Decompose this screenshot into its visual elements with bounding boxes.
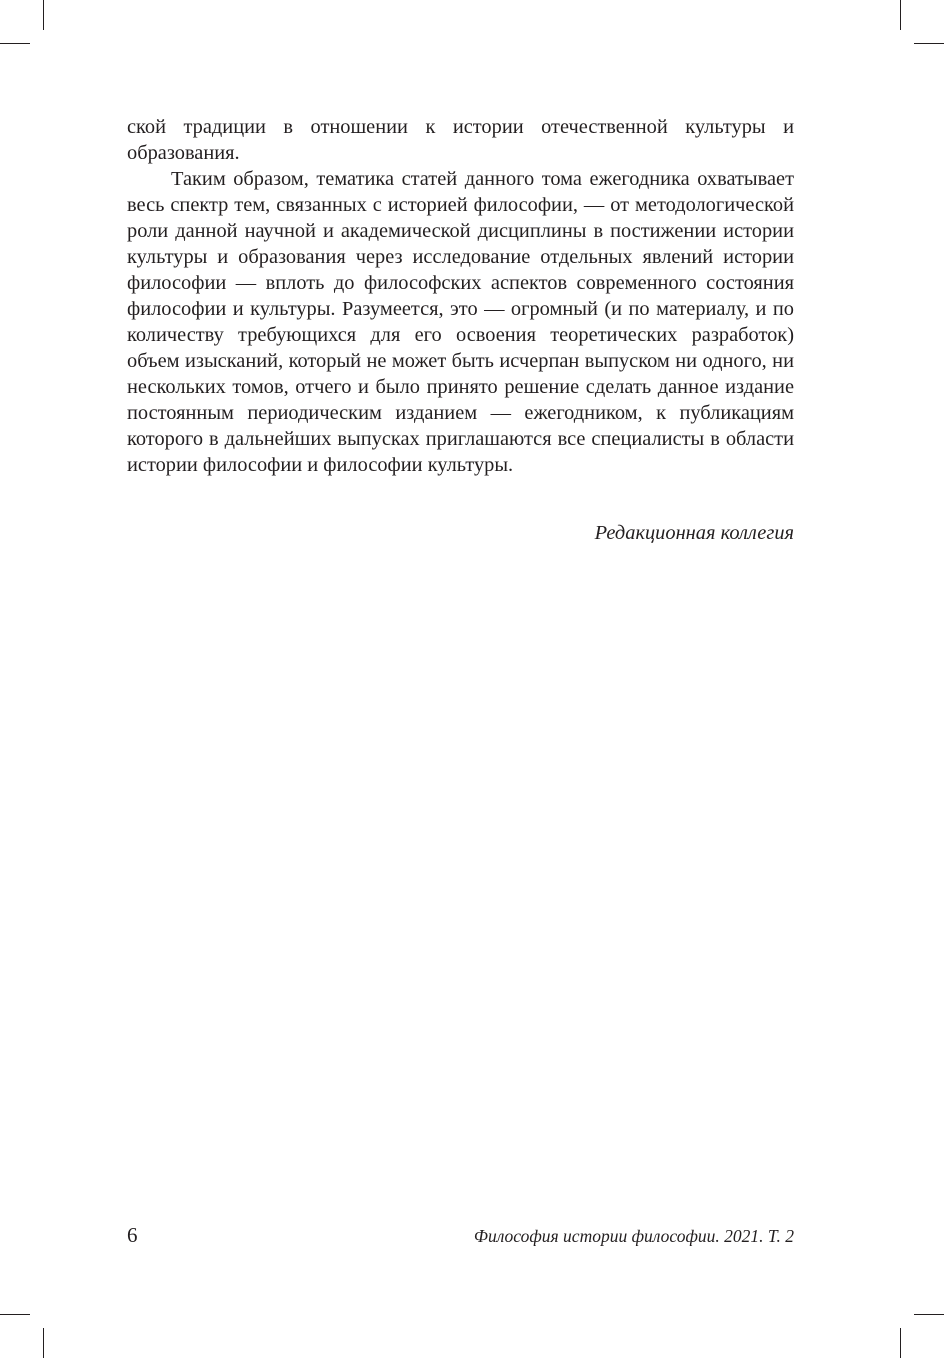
crop-mark-bottom-left-vertical xyxy=(43,1328,44,1358)
editorial-board-signature: Редакционная коллегия xyxy=(594,522,794,544)
crop-mark-top-right-horizontal xyxy=(914,43,944,44)
page-number: 6 xyxy=(127,1223,138,1247)
crop-mark-top-right-vertical xyxy=(900,0,901,30)
crop-mark-top-left-horizontal xyxy=(0,43,30,44)
crop-mark-bottom-left-horizontal xyxy=(0,1314,30,1315)
crop-mark-top-left-vertical xyxy=(43,0,44,30)
paragraph-continued: ской традиции в отношении к истории отечественной культуры и образования. xyxy=(127,116,794,164)
paragraph-main: Таким образом, тематика статей данного тома ежегодника охватывает весь спектр тем, связанных с историей философии, — от методологической роли данной научной и академической дисциплины в постижении истории культуры и образования через исследование отдельных явлений истории философии — вплоть до философских аспектов современного состояния философии и культуры. Разумеется, это — огромный (и по материалу, и по количеству требующихся для его освоения теоретических разработок) объем изысканий, который не может быть исчерпан выпуском ни одного, ни нескольких томов, отчего и было принято решение сделать данное издание постоянным периодическим изданием — ежегодником, к публикациям которого в дальнейших выпусках приглашаются все специалисты в области истории философии и философии культуры. xyxy=(127,168,794,476)
crop-mark-bottom-right-horizontal xyxy=(914,1314,944,1315)
crop-mark-bottom-right-vertical xyxy=(900,1328,901,1358)
running-title: Философия истории философии. 2021. Т. 2 xyxy=(473,1226,794,1246)
body-text xyxy=(127,114,794,478)
